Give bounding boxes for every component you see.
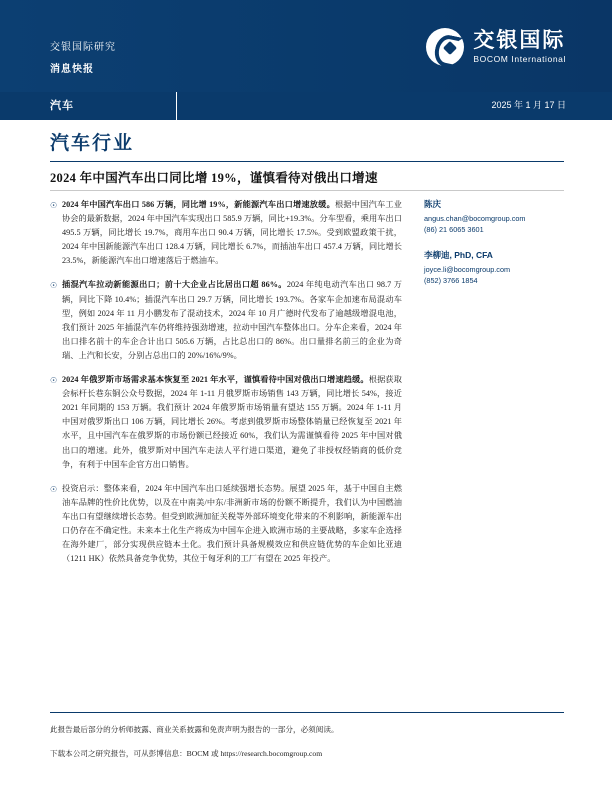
paragraph [50, 278, 402, 363]
paragraph-body: 根据中国汽车工业协会的最新数据，2024 年中国汽车实现出口 585.9 万辆，同比+19.3%。分车型看，乘用车出口 495.5 万辆，同比增长 19.7%，商用车出口 90.4 万辆，同比增长 17.5%。受到欧盟政策干扰，2024 年中国新能源汽车出口 128.4 万辆，同比增长 6.7%，而插油车出口 457.4 万辆，同比增长 23.5%，新能源汽车出口增速落后于燃油车。 [62, 200, 402, 266]
brand-logo [426, 28, 566, 66]
brand-name-en: BOCOM International [473, 54, 566, 65]
paragraph-body: 投资启示：整体来看，2024 年中国汽车出口延续强增长态势。展望 2025 年，基于中国自主燃油车品牌的性价比优势，以及在中南美/中东/非洲新市场的份额不断提升，我们认为中国燃油车出口有望继续增长态势。但受到欧洲加征关税等外部环境变化带来的不利影响，新能源车出口仍存在不确定性。未来本土化生产将成为中国车企进入欧洲市场的主要战略，多家车企选择在海外建厂，部分实现供应链本土化。我们预计具备规模效应和供应链优势的车企如比亚迪（1211 HK）依然具备竞争优势，其位于匈牙利的工厂有望在 2025 年投产。 [62, 483, 402, 564]
headline: 2024 年中国汽车出口同比增 19%，谨慎看待对俄出口增速 [50, 171, 378, 185]
brand-name-cn: 交银国际 [473, 29, 566, 53]
analyst-contacts [424, 198, 574, 300]
analyst-email[interactable]: joyce.li@bocomgroup.com [424, 265, 511, 274]
paragraph-lead: 插混汽车拉动新能源出口；前十大企业占比居出口超 86%。 [62, 280, 287, 290]
footer [50, 722, 564, 761]
analyst-entry [424, 198, 574, 235]
bullet-icon: ☉ [50, 376, 58, 386]
paragraph-text [62, 482, 402, 567]
bullet-icon: ☉ [50, 281, 58, 291]
research-site-link[interactable]: https://research.bocomgroup.com [220, 749, 323, 758]
paragraph [50, 482, 402, 567]
paragraph [50, 373, 402, 472]
paragraph [50, 198, 402, 268]
headline-divider [50, 190, 564, 191]
page-title: 汽车行业 [50, 133, 135, 154]
research-label-line1: 交银国际研究 [50, 42, 116, 53]
analyst-phone: (852) 3766 1854 [424, 276, 478, 285]
footer-divider [50, 712, 564, 713]
paragraph-text [62, 198, 402, 268]
bocom-circle-logo-icon [426, 28, 464, 66]
title-divider [50, 161, 564, 162]
analyst-entry [424, 249, 574, 286]
bullet-icon: ☉ [50, 484, 58, 494]
report-header [0, 0, 612, 92]
analyst-name: 李柳迪, PhD, CFA [424, 250, 493, 260]
analyst-name: 陈庆 [424, 199, 442, 209]
analyst-email[interactable]: angus.chan@bocomgroup.com [424, 214, 526, 223]
sector-name: 汽车 [50, 100, 74, 112]
brand-logo-text [473, 29, 566, 65]
publication-date: 2025 年 1 月 17 日 [491, 100, 566, 110]
paragraph-lead: 2024 年俄罗斯市场需求基本恢复至 2021 年水平，谨慎看待中国对俄出口增速趋缓。 [62, 375, 369, 385]
footer-download-note [50, 746, 564, 761]
paragraph-text [62, 278, 402, 363]
analyst-phone: (86) 21 6065 3601 [424, 225, 484, 234]
body-content [50, 198, 402, 576]
paragraph-body: 根据获取会标杆长巷东铜公众号数据，2024 年 1-11 月俄罗斯市场销售 143 万辆，同比增长 54%，接近 2021 年同期的 153 万辆。我们预计 2024 年俄罗斯市场销量有望达 155 万辆。2024 年 1-11 月中国对俄罗斯出口 106 万辆，同比增长 26%。考虑到俄罗斯市场整体销量已经恢复至 2021 年水平，且中国汽车在俄罗斯的市场份额已经接近 60%，我们认为需谨慎看待 2025 年中国对俄出口的增速。此外，俄罗斯对中国汽车走法人平行进口渠道，避免了非授权经销商的低价竞争，有利于中国车企官方出口销售。 [62, 375, 403, 469]
paragraph-text [62, 373, 402, 472]
sector-divider [176, 92, 177, 120]
paragraph-lead: 2024 年中国汽车出口 586 万辆，同比增 19%，新能源汽车出口增速放缓。 [62, 200, 335, 209]
paragraph-body: 2024 年纯电动汽车出口 98.7 万辆，同比下降 10.4%；插混汽车出口 29.7 万辆，同比增长 193.7%。各家车企加速布局混动车型，例如 2024 年 11 月小鹏发布了混动技术，2024 年 10 月广德时代发布了逾越级增混电池，我们预计 2025 年插混汽车仍将维持强劲增速，拉动中国汽车整体出口。分车企来看，2024 年出口排名前十的车企合计出口 505.6 万辆，占比总出口的 86%。出口量排名前三的企业为奇瑞、上汽和长安，分别占总出口的 20%/16%/9%。 [62, 280, 402, 360]
footer-download-prefix: 下载本公司之研究报告，可从彭博信息：BOCM 或 [50, 749, 221, 758]
research-label [50, 38, 116, 75]
research-label-line2: 消息快报 [50, 64, 94, 75]
footer-disclaimer: 此报告最后部分的分析师披露、商业关系披露和免责声明为报告的一部分，必须阅读。 [50, 725, 339, 734]
bullet-icon: ☉ [50, 201, 58, 210]
